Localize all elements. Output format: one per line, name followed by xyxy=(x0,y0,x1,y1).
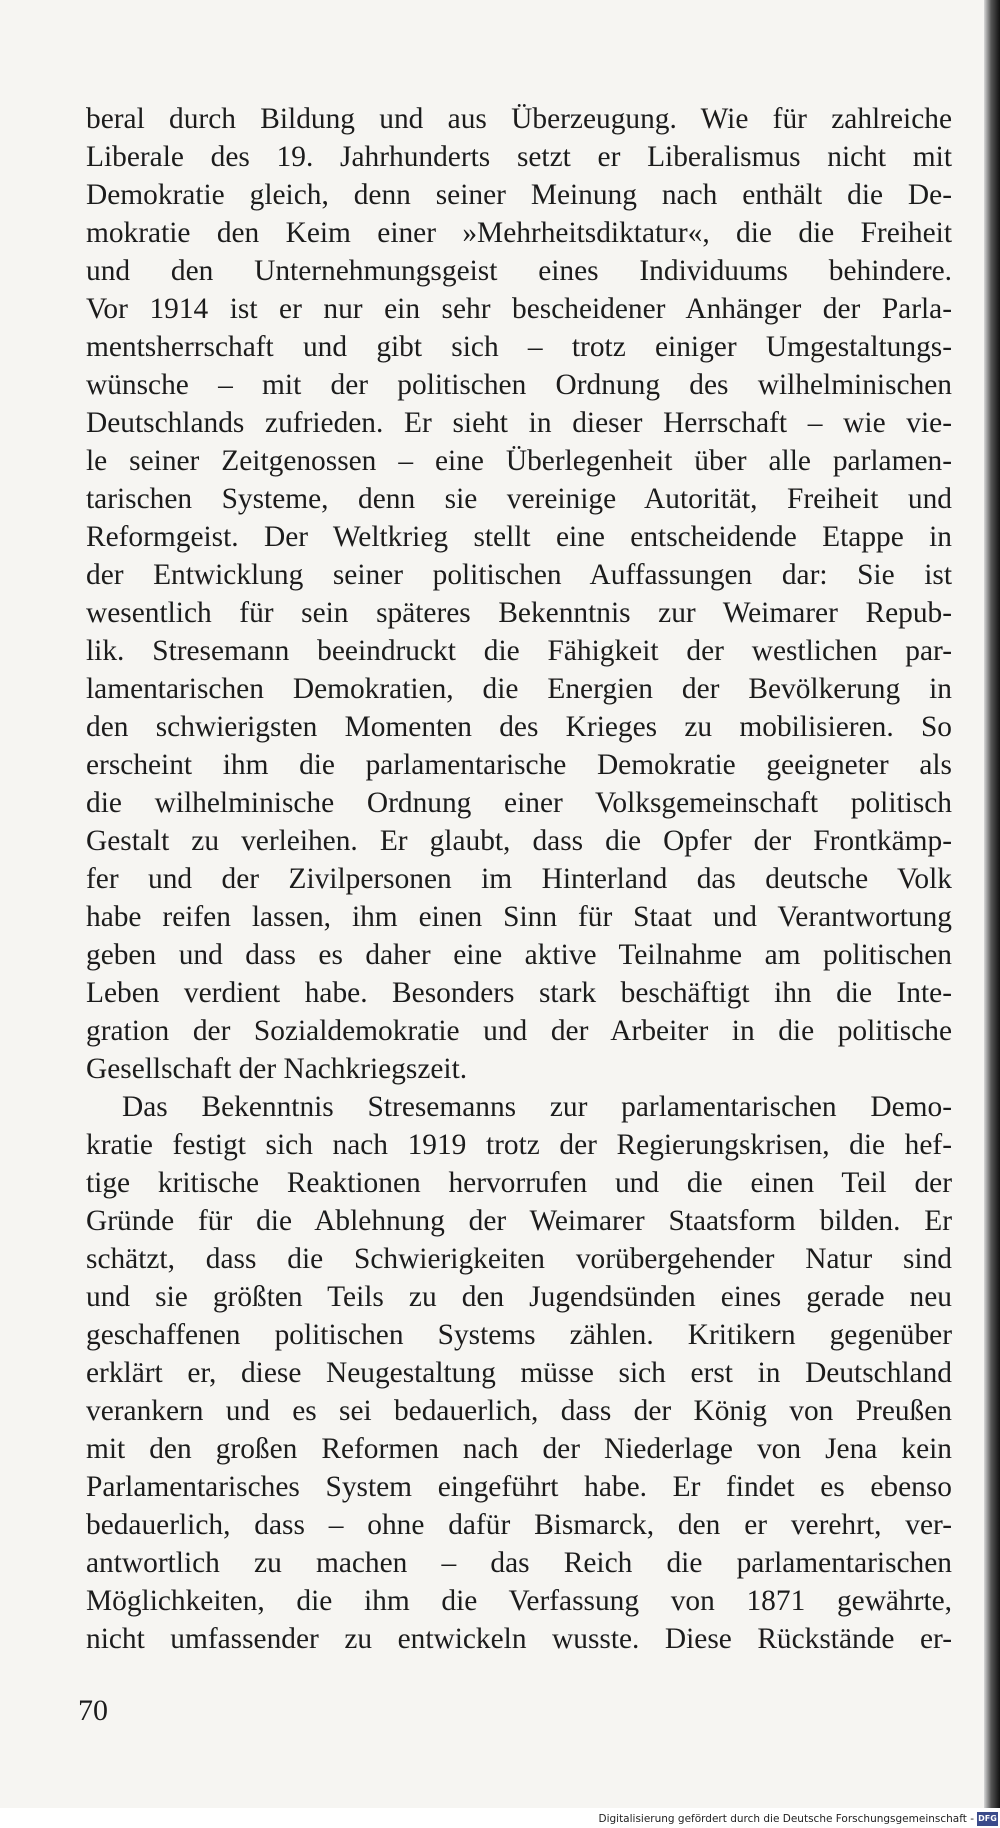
text-line: mokratie den Keim einer »Mehrheitsdiktatur«, die die Freiheit xyxy=(86,217,952,249)
text-line: den schwierigsten Momenten des Krieges zu mobilisieren. So xyxy=(86,711,952,743)
funding-credit: Digitalisierung gefördert durch die Deutsche Forschungsgemeinschaft - xyxy=(598,1813,974,1825)
text-line: lik. Stresemann beeindruckt die Fähigkeit der westlichen par- xyxy=(86,635,952,667)
book-gutter-shadow xyxy=(984,0,1000,1808)
text-line: Möglichkeiten, die ihm die Verfassung von 1871 gewährte, xyxy=(86,1585,952,1617)
text-line: mit den großen Reformen nach der Niederlage von Jena kein xyxy=(86,1433,952,1465)
text-line: und den Unternehmungsgeist eines Individuums behindere. xyxy=(86,255,952,287)
text-line: lamentarischen Demokratien, die Energien der Bevölkerung in xyxy=(86,673,952,705)
text-line: Das Bekenntnis Stresemanns zur parlamentarischen Demo- xyxy=(122,1091,952,1123)
text-line: schätzt, dass die Schwierigkeiten vorübergehender Natur sind xyxy=(86,1243,952,1275)
text-line: tarischen Systeme, denn sie vereinige Autorität, Freiheit und xyxy=(86,483,952,515)
text-line: wünsche – mit der politischen Ordnung des wilhelminischen xyxy=(86,369,952,401)
text-line: Gesellschaft der Nachkriegszeit. xyxy=(86,1053,468,1085)
text-line: Liberale des 19. Jahrhunderts setzt er Liberalismus nicht mit xyxy=(86,141,952,173)
text-line: die wilhelminische Ordnung einer Volksgemeinschaft politisch xyxy=(86,787,952,819)
text-line: erscheint ihm die parlamentarische Demokratie geeigneter als xyxy=(86,749,952,781)
text-line: gration der Sozialdemokratie und der Arbeiter in die politische xyxy=(86,1015,952,1047)
text-line: fer und der Zivilpersonen im Hinterland das deutsche Volk xyxy=(86,863,952,895)
text-line: Demokratie gleich, denn seiner Meinung nach enthält die De- xyxy=(86,179,952,211)
footer-bar xyxy=(0,1808,1000,1828)
text-line: Deutschlands zufrieden. Er sieht in dieser Herrschaft – wie vie- xyxy=(86,407,952,439)
body-text xyxy=(86,100,952,1658)
text-line: beral durch Bildung und aus Überzeugung. Wie für zahlreiche xyxy=(86,103,952,135)
text-line: Gestalt zu verleihen. Er glaubt, dass die Opfer der Frontkämp- xyxy=(86,825,952,857)
text-line: erklärt er, diese Neugestaltung müsse sich erst in Deutschland xyxy=(86,1357,952,1389)
text-line: der Entwicklung seiner politischen Auffassungen dar: Sie ist xyxy=(86,559,952,591)
text-line: Reformgeist. Der Weltkrieg stellt eine entscheidende Etappe in xyxy=(86,521,952,553)
text-line: verankern und es sei bedauerlich, dass der König von Preußen xyxy=(86,1395,952,1427)
text-line: mentsherrschaft und gibt sich – trotz einiger Umgestaltungs- xyxy=(86,331,952,363)
text-line: habe reifen lassen, ihm einen Sinn für Staat und Verantwortung xyxy=(86,901,952,933)
text-line: Parlamentarisches System eingeführt habe. Er findet es ebenso xyxy=(86,1471,952,1503)
text-line: kratie festigt sich nach 1919 trotz der Regierungskrisen, die hef- xyxy=(86,1129,952,1161)
dfg-logo-icon: DFG xyxy=(977,1812,998,1826)
text-line: tige kritische Reaktionen hervorrufen und die einen Teil der xyxy=(86,1167,952,1199)
text-line: Leben verdient habe. Besonders stark beschäftigt ihn die Inte- xyxy=(86,977,952,1009)
text-line: bedauerlich, dass – ohne dafür Bismarck, den er verehrt, ver- xyxy=(86,1509,952,1541)
text-line: nicht umfassender zu entwickeln wusste. Diese Rückstände er- xyxy=(86,1623,952,1655)
text-line: antwortlich zu machen – das Reich die parlamentarischen xyxy=(86,1547,952,1579)
text-line: Vor 1914 ist er nur ein sehr bescheidener Anhänger der Parla- xyxy=(86,293,952,325)
text-line: Gründe für die Ablehnung der Weimarer Staatsform bilden. Er xyxy=(86,1205,952,1237)
page-number: 70 xyxy=(78,1694,108,1727)
text-line: und sie größten Teils zu den Jugendsünden eines gerade neu xyxy=(86,1281,952,1313)
text-line: geschaffenen politischen Systems zählen. Kritikern gegenüber xyxy=(86,1319,952,1351)
text-line: le seiner Zeitgenossen – eine Überlegenheit über alle parlamen- xyxy=(86,445,952,477)
text-line: geben und dass es daher eine aktive Teilnahme am politischen xyxy=(86,939,952,971)
text-line: wesentlich für sein späteres Bekenntnis zur Weimarer Repub- xyxy=(86,597,952,629)
